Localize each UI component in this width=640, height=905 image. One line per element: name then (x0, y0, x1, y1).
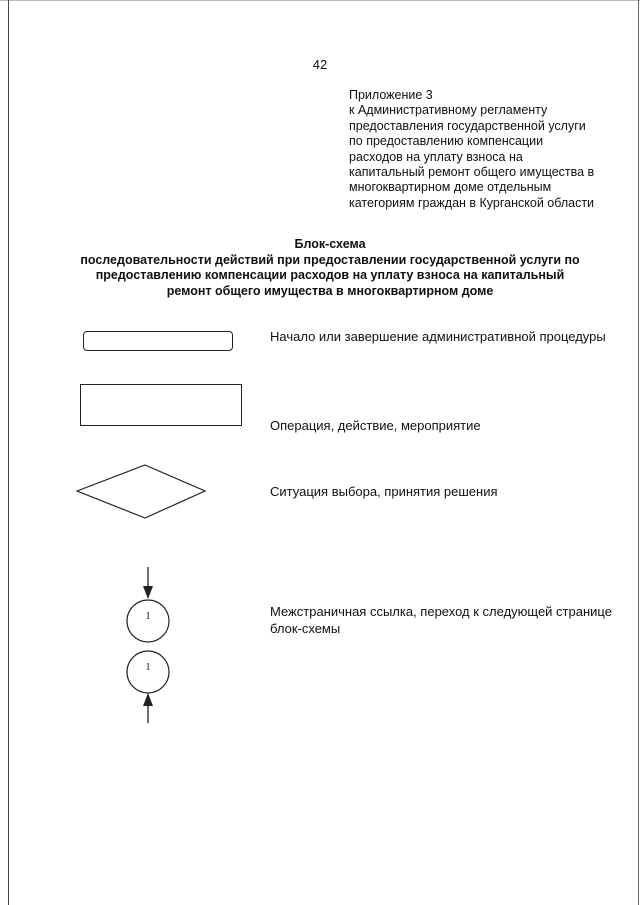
decision-diamond-shape (75, 462, 207, 522)
connector-label-line2: блок-схемы (270, 621, 341, 636)
process-label: Операция, действие, мероприятие (270, 418, 481, 433)
page-left-edge (8, 0, 9, 905)
connector-group (115, 565, 181, 735)
annex-line: категориям граждан в Курганской области (349, 195, 595, 210)
annex-line: предоставления государственной услуги (349, 118, 586, 133)
connector-out-arrow (143, 567, 153, 599)
connector-in-number: 1 (145, 662, 151, 673)
connector-in-arrow (143, 693, 153, 723)
terminator-label: Начало или завершение административной процедуры (270, 329, 606, 344)
title-line: ремонт общего имущества в многоквартирном доме (166, 283, 494, 298)
page-right-edge (638, 0, 639, 905)
title-line: предоставлению компенсации расходов на уплату взноса на капитальный (95, 268, 565, 282)
title-line: последовательности действий при предоставлении государственной услуги по (80, 252, 580, 267)
terminator-shape (83, 331, 233, 351)
decision-label: Ситуация выбора, принятия решения (270, 484, 498, 499)
process-shape (80, 384, 242, 426)
page-number: 42 (312, 57, 328, 72)
page-top-edge (0, 0, 640, 1)
connector-label-line1: Межстраничная ссылка, переход к следующей странице (270, 604, 612, 619)
annex-line: по предоставлению компенсации (349, 134, 544, 149)
annex-line: многоквартирном доме отдельным (349, 180, 552, 195)
connector-out-number: 1 (145, 611, 151, 622)
annex-line: Приложение 3 (349, 88, 433, 102)
annex-header (349, 88, 594, 211)
title-line: Блок-схема (294, 237, 366, 251)
document-title (40, 237, 620, 299)
annex-line: капитальный ремонт общего имущества в (349, 165, 595, 180)
annex-line: к Административному регламенту (349, 103, 548, 118)
annex-line: расходов на уплату взноса на (349, 149, 523, 164)
